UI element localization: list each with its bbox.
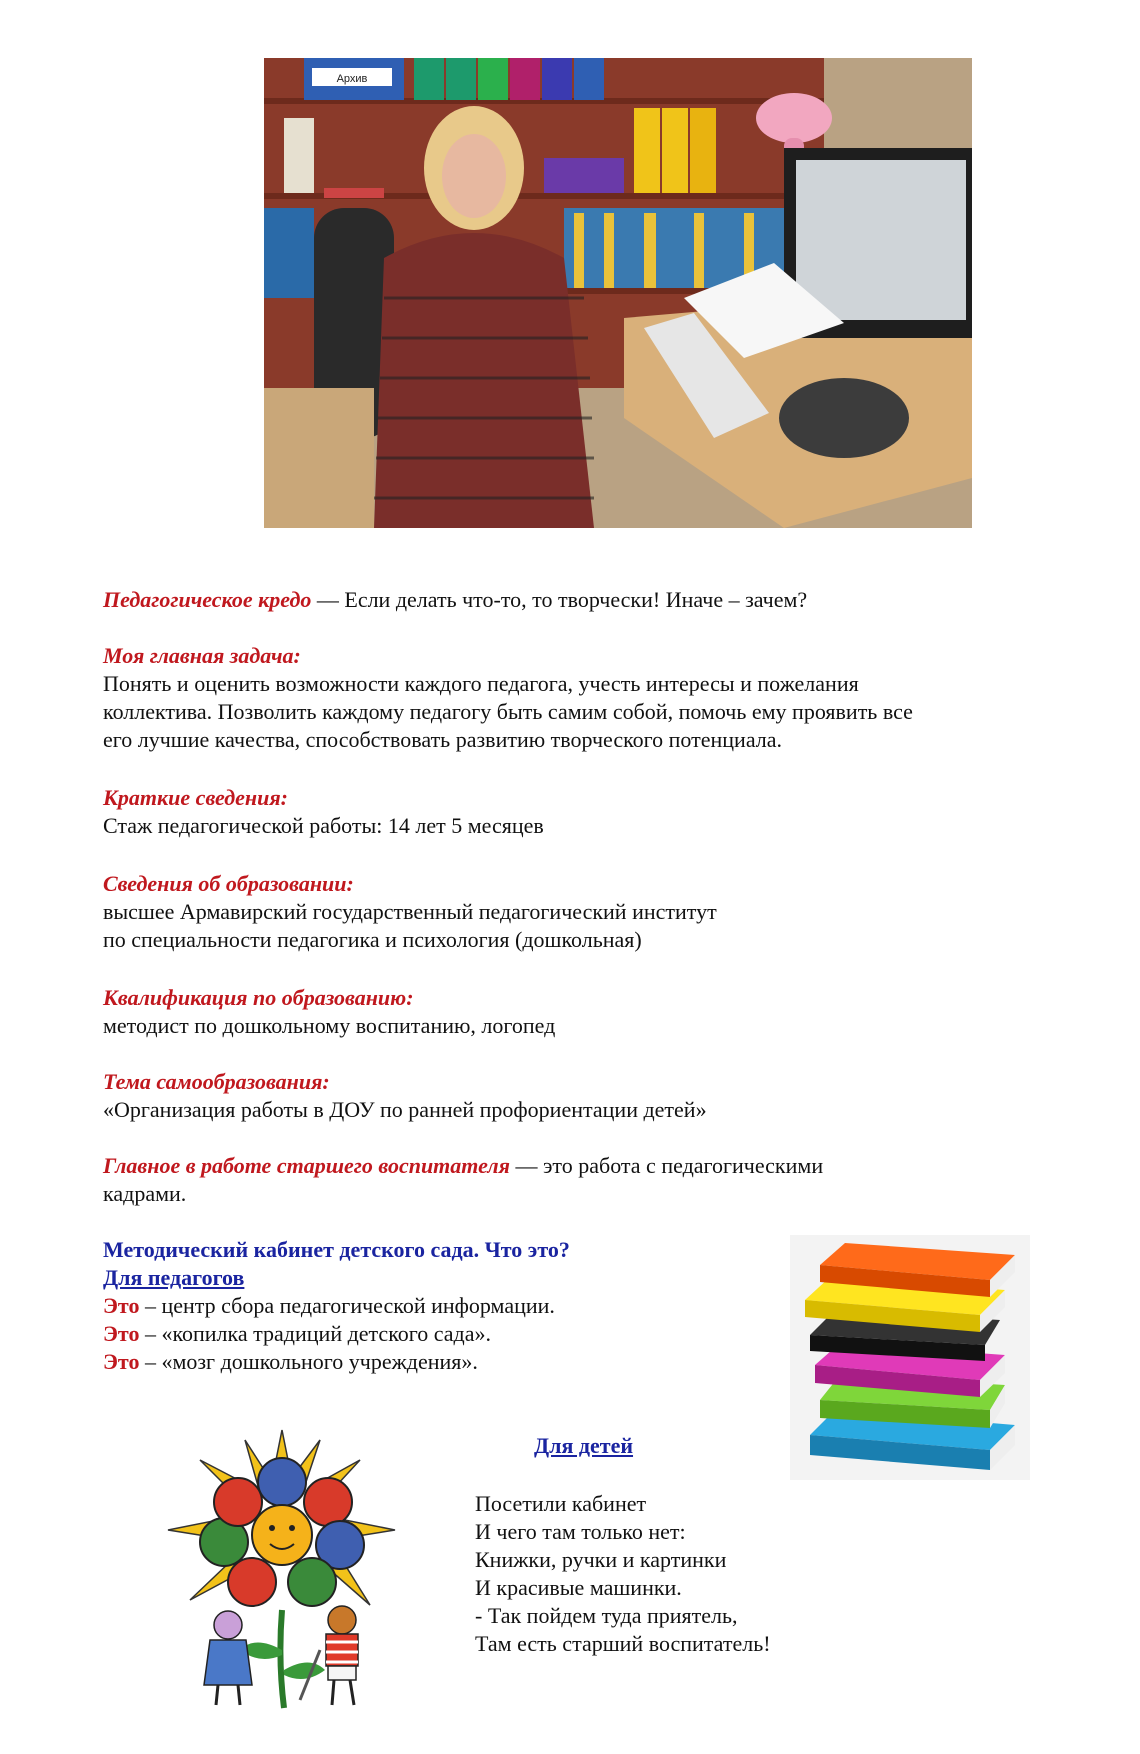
cabinet-item-text: – «копилка традиций детского сада». [139,1321,491,1346]
cabinet-item [103,1292,763,1320]
cabinet-title: Методический кабинет детского сада. Что это? [103,1237,570,1262]
cabinet-item-word: Это [103,1293,140,1318]
brief-text: Стаж педагогической работы: 14 лет 5 месяцев [103,813,544,838]
brief-heading: Краткие сведения: [103,785,289,810]
poem-line: И красивые машинки. [475,1575,682,1600]
sunflower-illustration [160,1420,405,1710]
education-line: по специальности педагогика и психология (дошкольная) [103,927,642,952]
main-task-section [103,642,1113,754]
main-task-heading: Моя главная задача: [103,643,301,668]
self-education-heading: Тема самообразования: [103,1069,330,1094]
poem-line: Посетили кабинет [475,1491,647,1516]
brief-section [103,784,1113,840]
credo-paragraph [103,586,1113,614]
main-work-text-continued: кадрами. [103,1181,187,1206]
education-line: высшее Армавирский государственный педагогический институт [103,899,717,924]
qualification-section [103,984,1113,1040]
teacher-photo [264,58,972,528]
poem-line: И чего там только нет: [475,1519,686,1544]
cabinet-item-word: Это [103,1349,140,1374]
poem-line: Книжки, ручки и картинки [475,1547,727,1572]
main-work-section [103,1152,1113,1208]
poem-line: Там есть старший воспитатель! [475,1631,771,1656]
education-heading: Сведения об образовании: [103,871,354,896]
qualification-text: методист по дошкольному воспитанию, логопед [103,1013,556,1038]
teacher-photo-illustration [264,58,972,528]
poem-line: - Так пойдем туда приятель, [475,1603,738,1628]
for-children-heading: Для детей [534,1433,634,1458]
cabinet-section [103,1236,763,1376]
children-poem [475,1490,895,1658]
archive-label: Архив [336,73,368,85]
sunflower-children-illustration [160,1420,405,1710]
main-work-heading: Главное в работе старшего воспитателя [103,1153,510,1178]
qualification-heading: Квалификация по образованию: [103,985,414,1010]
credo-text: — Если делать что-то, то творчески! Иначе – зачем? [311,587,808,612]
for-teachers-heading: Для педагогов [103,1265,245,1290]
credo-heading: Педагогическое кредо [103,587,312,612]
main-task-line: Понять и оценить возможности каждого педагога, учесть интересы и пожелания [103,671,859,696]
self-education-section [103,1068,1113,1124]
cabinet-item-text: – центр сбора педагогической информации. [139,1293,555,1318]
main-task-line: коллектива. Позволить каждому педагогу быть самим собой, помочь ему проявить все [103,699,913,724]
self-education-text: «Организация работы в ДОУ по ранней профориентации детей» [103,1097,707,1122]
cabinet-item [103,1320,763,1348]
for-children-heading-wrap [534,1432,633,1460]
main-task-line: его лучшие качества, способствовать развитию творческого потенциала. [103,727,783,752]
books-stack-image [790,1235,1030,1480]
cabinet-item [103,1348,763,1376]
cabinet-item-word: Это [103,1321,140,1346]
cabinet-item-text: – «мозг дошкольного учреждения». [139,1349,478,1374]
books-stack-illustration [790,1235,1030,1480]
education-section [103,870,1113,954]
main-work-text: — это работа с педагогическими [509,1153,824,1178]
